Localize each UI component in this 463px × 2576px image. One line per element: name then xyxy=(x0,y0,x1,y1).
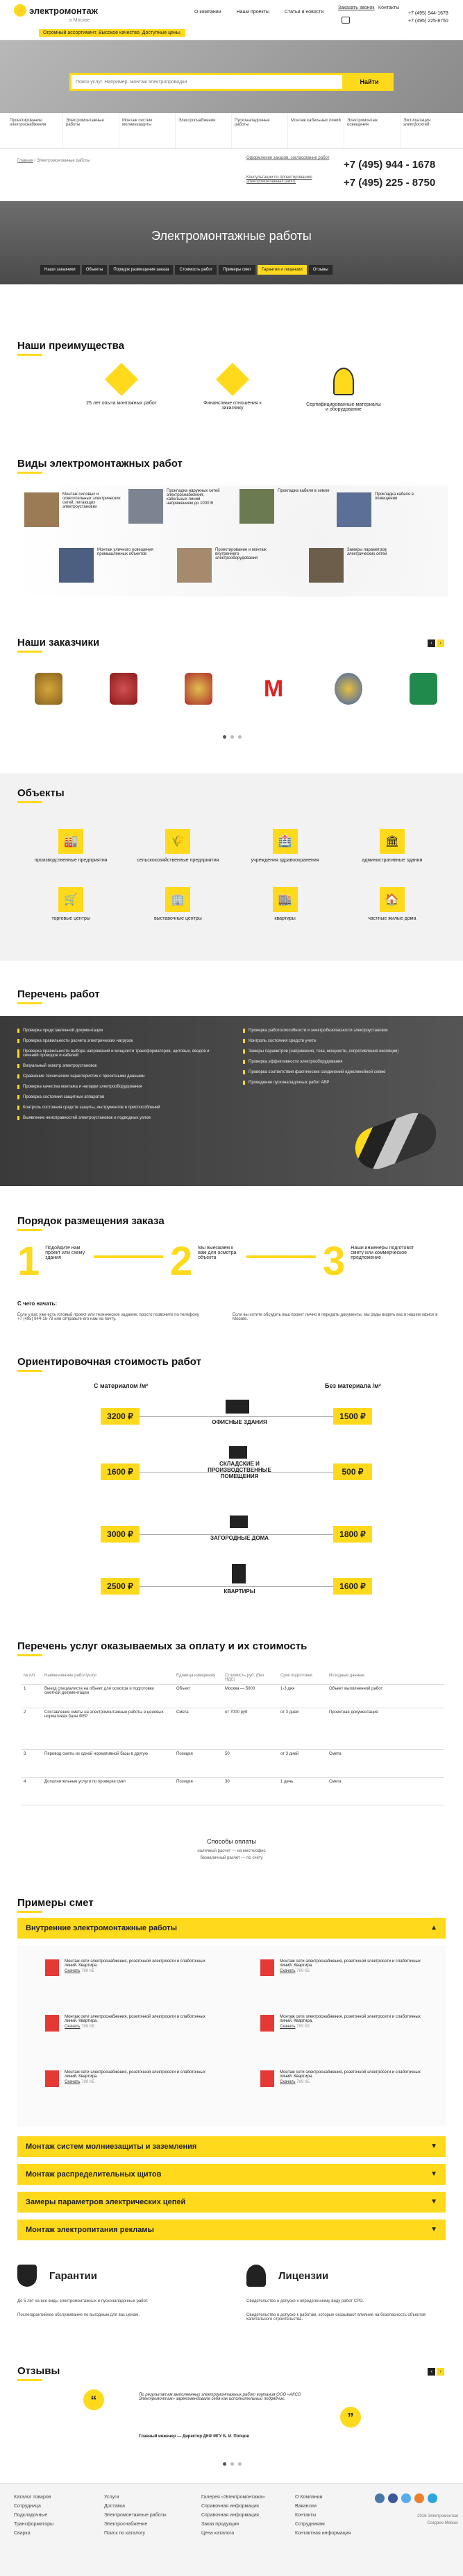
apartment-icon xyxy=(232,1564,246,1583)
doc-item[interactable]: Монтаж сети электроснабжения, розеточной электросети и слаботочных линий. Квартира. Скачать 789 КБ xyxy=(260,1959,427,1976)
hero-title: Электромонтажные работы xyxy=(151,229,312,243)
hero-banner xyxy=(0,201,463,284)
logo-subtitle: в Москве xyxy=(69,18,90,23)
type-photo xyxy=(128,489,163,524)
price-with: 3200 ₽ xyxy=(101,1408,140,1425)
reviews-title: Отзывы xyxy=(17,2365,60,2381)
house-icon: 🏠 xyxy=(380,887,405,912)
license-icon xyxy=(246,2265,266,2287)
download-link[interactable]: Скачать xyxy=(65,1969,81,1973)
hero-tab[interactable]: Наши заказчики xyxy=(40,265,80,275)
step-text: Наши инженеры подготовят смету или коммерческое предложение xyxy=(351,1246,414,1260)
customer-logo[interactable]: M xyxy=(263,676,284,702)
hero-tab[interactable]: Порядок размещения заказа xyxy=(109,265,173,275)
review-author: Главный инженер — Директор ДКФ МГУ Б. И. Попцов xyxy=(139,2435,250,2439)
house-icon xyxy=(230,1515,248,1528)
doc-item[interactable]: Монтаж сети электроснабжения, розеточной электросети и слаботочных линий. Квартира. Скачать 789 КБ xyxy=(260,2070,427,2087)
pdf-icon xyxy=(45,2070,59,2087)
contact-phone-2[interactable]: +7 (495) 225 - 8750 xyxy=(344,177,436,189)
arrow-right-icon xyxy=(246,1255,316,1258)
review-text: По результатам выполненных электромонтажных работ компания ООО «АКСО Электромонтаж» зарекомендовала себя как исполнительный подрядчик. xyxy=(139,2393,301,2401)
guarantee-text: До 5 лет на все виды электромонтажных и пусконаладочных работ. xyxy=(17,2299,149,2303)
step-text: Мы выезжаем к вам для осмотра объекта xyxy=(198,1246,237,1260)
order-title: Порядок размещения заказа xyxy=(17,1215,165,1231)
type-photo xyxy=(59,548,94,583)
building-icon: 🏛 xyxy=(380,829,405,854)
footer-col: Галерея «Электромонтажа» Справочная информация Справочная информация Заказ продукции Цена каталога xyxy=(201,2495,265,2536)
arrow-right-icon xyxy=(94,1255,163,1258)
type-item[interactable]: Прокладка кабеля в помещении xyxy=(337,492,434,527)
office-icon xyxy=(226,1400,249,1414)
download-link[interactable]: Скачать xyxy=(65,2025,81,2029)
certificate-icon xyxy=(333,368,354,395)
price-without: 500 ₽ xyxy=(333,1463,372,1480)
exhibition-icon: 🏢 xyxy=(165,887,190,912)
table-row: 3 Перевод сметы из одной нормативной базы в другую Позиция 50 от 3 дней Смета xyxy=(21,1750,444,1778)
step-number: 3 xyxy=(323,1239,346,1284)
menu-item[interactable]: Монтаж кабельных линий xyxy=(288,113,344,148)
order-steps xyxy=(17,1239,446,1290)
object-item[interactable]: 🌾 сельскохозяйственные предприятия xyxy=(124,829,231,863)
pdf-icon xyxy=(260,1959,274,1976)
download-link[interactable]: Скачать xyxy=(280,2025,296,2029)
nav-articles[interactable]: Статьи и новости xyxy=(284,10,324,15)
customers-logos xyxy=(35,673,437,705)
price-line xyxy=(140,1416,334,1417)
table-row: 2 Составление сметы на электромонтажные работы в ценовых нормативах базы ФЕР Смета от 7000 руб от 3 дней Проектная документация xyxy=(21,1708,444,1750)
objects-grid xyxy=(17,829,446,921)
without-material-label: Без материала /м² xyxy=(325,1382,381,1389)
order-step xyxy=(170,1239,239,1284)
table-row: 1 Выезд специалиста на объект для осмотра и подготовки сметной документации Объект Москва — 5000 1-3 дня Объект выполненной работ xyxy=(21,1685,444,1708)
start-left-text: Если у вас уже есть готовый проект или техническое задание, просто позвоните по телефону +7 (495) 944-16-78 или отправьте его нам на почту. xyxy=(17,1313,199,1321)
work-item: Проверка правильности расчета электрических нагрузок xyxy=(17,1039,226,1043)
site-header xyxy=(0,0,463,40)
nav-about[interactable]: О компании xyxy=(194,10,221,15)
carousel-dots xyxy=(221,735,244,740)
doc-item[interactable]: Монтаж сети электроснабжения, розеточной электросети и слаботочных линий. Квартира. Скачать 789 КБ xyxy=(45,2070,212,2087)
work-item: Проверка качества монтажа и наладки электрооборудования xyxy=(17,1085,226,1089)
quote-icon: ” xyxy=(340,2407,361,2428)
step-text: Подойдите нам проект или схему здания xyxy=(45,1246,85,1260)
search-button[interactable]: Найти xyxy=(348,75,391,89)
hero-tab[interactable]: Отзывы xyxy=(309,265,332,275)
hero-tab[interactable]: Примеры смет xyxy=(219,265,255,275)
hero-tabs xyxy=(40,265,332,275)
type-item[interactable]: Монтаж силовых и осветительных электрических сетей, питающих электроустановки xyxy=(24,492,121,527)
works-right-list xyxy=(243,1029,444,1091)
price-with: 1600 ₽ xyxy=(101,1463,140,1480)
work-item: Проверка правильности выбора напряжений и мощности трансформаторов, щитовых, вводов и сечений проводов и кабелей xyxy=(17,1049,226,1058)
payment-method-2: безналичный расчет — по счету xyxy=(200,1856,263,1860)
order-step xyxy=(17,1239,87,1284)
price-category: ЗАГОРОДНЫЕ ДОМА xyxy=(210,1535,269,1541)
next-arrow-icon[interactable]: › xyxy=(437,2368,444,2376)
object-item[interactable]: 🏢 выставочные центры xyxy=(124,887,231,921)
chevron-down-icon: ▼ xyxy=(430,2198,437,2206)
paid-title: Перечень услуг оказываемых за оплату и их стоимость xyxy=(17,1640,307,1656)
header-phone-2[interactable]: +7 (495) 225-8750 xyxy=(408,19,448,24)
estimates-section[interactable]: Монтаж систем молниезащиты и заземления ▼ xyxy=(17,2136,446,2157)
price-without: 1500 ₽ xyxy=(333,1408,372,1425)
estimates-section-open[interactable]: Внутренние электромонтажные работы ▲ xyxy=(17,1918,446,1939)
pdf-icon xyxy=(260,2070,274,2087)
pdf-icon xyxy=(45,2015,59,2032)
price-with: 3000 ₽ xyxy=(101,1526,140,1543)
advantages-title: Наши преимущества xyxy=(17,340,124,356)
works-title: Перечень работ xyxy=(17,988,100,1004)
customer-logo[interactable] xyxy=(110,673,137,705)
customer-logo[interactable] xyxy=(185,673,212,705)
breadcrumb-home[interactable]: Главная xyxy=(17,159,33,163)
carousel-controls xyxy=(428,639,444,647)
work-item: Визуальный осмотр электроустановок xyxy=(17,1064,226,1068)
price-line xyxy=(140,1586,334,1587)
doc-item[interactable]: Монтаж сети электроснабжения, розеточной электросети и слаботочных линий. Квартира. Скачать 789 КБ xyxy=(45,2015,212,2032)
search-area xyxy=(0,40,463,113)
work-item: Проверка представленной документации xyxy=(17,1029,226,1033)
object-item[interactable]: 🏭 производственные предприятия xyxy=(17,829,124,863)
advantage-item: Сертифицированные материалы и оборудование xyxy=(305,368,382,412)
telegram-icon[interactable] xyxy=(428,2493,437,2503)
estimates-title: Примеры смет xyxy=(17,1897,94,1913)
contact-link-orders[interactable]: Оформление заказов, согласование работ xyxy=(246,156,330,160)
price-without: 1800 ₽ xyxy=(333,1526,372,1543)
odnoklassniki-icon[interactable] xyxy=(414,2493,424,2503)
customer-logo[interactable] xyxy=(410,673,437,705)
experience-icon xyxy=(105,363,138,396)
download-link[interactable]: Скачать xyxy=(280,1969,296,1973)
header-phone-1[interactable]: +7 (495) 944-1678 xyxy=(408,11,448,16)
step-number: 1 xyxy=(17,1239,40,1284)
type-photo xyxy=(24,492,59,527)
object-item[interactable]: 🏥 учреждения здравоохранения xyxy=(232,829,339,863)
tagline: Огромный ассортимент. Высокое качество. Доступные цены. xyxy=(39,29,185,37)
wheat-icon: 🌾 xyxy=(165,829,190,854)
chevron-down-icon: ▼ xyxy=(430,2143,437,2150)
payment-title: Способы оплаты xyxy=(207,1838,256,1845)
breadcrumb: Главная / Электромонтажные работы xyxy=(17,159,90,163)
download-link[interactable]: Скачать xyxy=(65,2080,81,2084)
hero-tab[interactable]: Объекты xyxy=(82,265,108,275)
download-link[interactable]: Скачать xyxy=(280,2080,296,2084)
customer-logo[interactable] xyxy=(35,673,62,705)
price-without: 1600 ₽ xyxy=(333,1578,372,1595)
apartment-icon: 🏬 xyxy=(273,887,298,912)
type-item[interactable]: Монтаж уличного освещения промышленных объектов xyxy=(59,548,156,583)
pdf-icon xyxy=(260,2015,274,2032)
reviews-dots xyxy=(221,2462,244,2467)
estimates-section[interactable]: Монтаж электропитания рекламы ▼ xyxy=(17,2219,446,2240)
work-item: Сравнение технических характеристик с проектными данными xyxy=(17,1074,226,1079)
menu-item[interactable]: Электромонтажные работы xyxy=(63,113,119,148)
advantages-list xyxy=(83,368,382,412)
chevron-up-icon: ▲ xyxy=(430,1924,437,1932)
menu-item[interactable]: Пусконаладочные работы xyxy=(232,113,288,148)
object-item[interactable]: 🏠 частные жилые дома xyxy=(339,887,446,921)
types-grid xyxy=(17,486,448,596)
work-item: Выявление неисправностей электроустановок и подводных узлов xyxy=(17,1116,226,1120)
social-icons xyxy=(375,2493,437,2503)
pdf-icon xyxy=(45,1959,59,1976)
search-box xyxy=(69,73,394,91)
review-card xyxy=(42,2386,430,2452)
shield-icon xyxy=(17,2265,37,2287)
type-photo xyxy=(337,492,371,527)
work-item: Проверка работоспособности и электробезопасности электроустановок xyxy=(243,1029,444,1033)
type-photo xyxy=(239,489,274,524)
price-with: 2500 ₽ xyxy=(101,1578,140,1595)
footer-col: Услуги Доставка Электромонтажные работы Электроснабжение Поиск по каталогу xyxy=(104,2495,167,2536)
prices-chart xyxy=(94,1394,385,1609)
work-item: Проверка соответствия фактических соединений однолинейной схеме xyxy=(243,1070,444,1074)
logo-icon: ⚡ xyxy=(14,4,26,17)
work-item: Проверка состояния защитных аппаратов xyxy=(17,1095,226,1099)
works-panel xyxy=(0,1016,463,1186)
order-step xyxy=(323,1239,420,1284)
studio-credit[interactable]: Создано Mebius xyxy=(427,2521,458,2525)
menu-item[interactable]: Монтаж систем молниезащиты xyxy=(119,113,176,148)
object-item[interactable]: 🛒 торговые центры xyxy=(17,887,124,921)
work-item: Контроль состояния средств учета xyxy=(243,1039,444,1043)
prev-arrow-icon[interactable]: ‹ xyxy=(428,639,435,647)
object-item[interactable]: 🏬 квартиры xyxy=(232,887,339,921)
type-item[interactable]: Прокладка наружных сетей электроснабжения, кабельных линий напряжением до 1000 В xyxy=(128,489,226,524)
prev-arrow-icon[interactable]: ‹ xyxy=(428,2368,435,2376)
advantage-item: 25 лет опыта монтажных работ xyxy=(83,368,160,412)
license-text-2: Свидетельство о допуске к работам, которые оказывают влияние на безопасность объектов капитального строительства. xyxy=(246,2313,426,2321)
contact-phone-1[interactable]: +7 (495) 944 - 1678 xyxy=(344,159,436,171)
start-right-text: Если вы хотите обсудить ваш проект лично и передать документы, мы рады видеть вас в нашем офисе в Москве. xyxy=(233,1313,438,1321)
works-left-list xyxy=(17,1029,226,1126)
type-item[interactable]: Прокладка кабеля в земле xyxy=(239,489,337,524)
chevron-down-icon: ▼ xyxy=(430,2170,437,2178)
vk-icon[interactable] xyxy=(375,2493,385,2503)
work-item: Проведение пусконаладочных работ АВР xyxy=(243,1081,444,1085)
object-item[interactable]: 🏛 административные здания xyxy=(339,829,446,863)
paid-table xyxy=(21,1672,444,1805)
type-item[interactable]: Проектирование и монтаж внутреннего электрооборудования xyxy=(177,548,274,583)
table-header-row: № п/п Наименование работ/услуг Единица измерения Стоимость руб. (без НДС) Срок подготовки Исходные данные xyxy=(21,1672,444,1685)
order-call-link[interactable]: Заказать звонок xyxy=(338,6,375,10)
customer-logo[interactable] xyxy=(335,673,362,705)
next-arrow-icon[interactable]: › xyxy=(437,639,444,647)
hero-tab[interactable]: Стоимость работ xyxy=(175,265,217,275)
quote-icon: “ xyxy=(83,2389,104,2410)
footer-col: Каталог товаров Сотрудница Подкладочные Трансформаторы Сварка xyxy=(14,2495,54,2536)
estimates-docs xyxy=(17,1946,446,2126)
menu-item[interactable]: Проектирование электроснабжения xyxy=(7,113,63,148)
price-category: СКЛАДСКИЕ И ПРОИЗВОДСТВЕННЫЕ ПОМЕЩЕНИЯ xyxy=(208,1461,271,1479)
doc-item[interactable]: Монтаж сети электроснабжения, розеточной электросети и слаботочных линий. Квартира. Скачать 789 КБ xyxy=(260,2015,427,2032)
hospital-icon: 🏥 xyxy=(273,829,298,854)
license-title: Лицензии xyxy=(278,2270,329,2282)
type-photo xyxy=(177,548,212,583)
price-category: ОФИСНЫЕ ЗДАНИЯ xyxy=(212,1419,267,1425)
table-row: 4 Дополнительные услуги по проверке смет Позиция 30 1 день Смета xyxy=(21,1778,444,1805)
prices-title: Ориентировочная стоимость работ xyxy=(17,1356,201,1372)
objects-title: Объекты xyxy=(17,787,65,803)
step-number: 2 xyxy=(170,1239,193,1284)
logo[interactable] xyxy=(14,4,98,17)
objects-section xyxy=(0,773,463,961)
footer-col: О Компании Вакансии Контакты Сотрудникам Контактная информация xyxy=(295,2495,351,2536)
services-menu xyxy=(0,113,463,149)
payment-method-1: наличный расчет — на месте/офис xyxy=(197,1849,266,1853)
cart-icon[interactable] xyxy=(342,17,350,24)
menu-item[interactable]: Электроснабжение xyxy=(176,113,232,148)
twitter-icon[interactable] xyxy=(401,2493,411,2503)
contacts-link[interactable]: Контакты xyxy=(378,6,400,10)
estimates-section[interactable]: Монтаж распределительных щитов ▼ xyxy=(17,2164,446,2185)
customers-title: Наши заказчики xyxy=(17,637,99,653)
search-input[interactable] xyxy=(71,75,342,89)
estimates-section[interactable]: Замеры параметров электрических цепей ▼ xyxy=(17,2192,446,2213)
facebook-icon[interactable] xyxy=(388,2493,398,2503)
footer xyxy=(0,2483,463,2576)
breadcrumb-current: Электромонтажные работы xyxy=(36,159,90,163)
work-item: Контроль состояния средств защиты, инструментов и приспособлений xyxy=(17,1106,226,1110)
heart-icon xyxy=(216,363,249,396)
cables-image xyxy=(349,1107,441,1174)
factory-icon: 🏭 xyxy=(58,829,83,854)
reviews-controls xyxy=(428,2368,444,2376)
with-material-label: С материалом /м² xyxy=(94,1382,149,1389)
nav-projects[interactable]: Наши проекты xyxy=(236,10,269,15)
logo-text: электромонтаж xyxy=(29,5,98,16)
cart-icon: 🛒 xyxy=(58,887,83,912)
work-item: Проверка эффективности электрооборудования xyxy=(243,1060,444,1064)
chevron-down-icon: ▼ xyxy=(430,2226,437,2233)
guarantee-text-2: Послегарантийное обслуживание по выгодным для вас ценам. xyxy=(17,2313,140,2317)
start-title: С чего начать: xyxy=(17,1300,58,1307)
work-item: Замеры параметров (напряжения, тока, мощности, сопротивления изоляции) xyxy=(243,1049,444,1054)
types-title: Виды электромонтажных работ xyxy=(17,458,183,474)
contact-link-consult[interactable]: Консультации по проектированию электромонтажных работ xyxy=(246,175,312,184)
doc-item[interactable]: Монтаж сети электроснабжения, розеточной электросети и слаботочных линий. Квартира. Скачать 789 КБ xyxy=(45,1959,212,1976)
warehouse-icon xyxy=(229,1446,247,1459)
type-photo xyxy=(309,548,344,583)
hero-tab-active[interactable]: Гарантии и лицензии xyxy=(258,265,307,275)
main-nav xyxy=(194,10,323,15)
guarantee-title: Гарантии xyxy=(49,2270,98,2282)
price-category: КВАРТИРЫ xyxy=(224,1588,255,1595)
menu-item[interactable]: Эксплуатация электросетей xyxy=(403,119,430,127)
copyright: 2016 Электромонтаж xyxy=(417,2514,458,2518)
license-text: Свидетельство о допуске к определенному виду работ СРО. xyxy=(246,2299,364,2303)
menu-item[interactable]: Электромонтаж освещения xyxy=(344,113,401,148)
type-item[interactable]: Замеры параметров электрических сетей xyxy=(309,548,406,583)
advantage-item: Финансовые отношения к заказчику xyxy=(194,368,271,412)
